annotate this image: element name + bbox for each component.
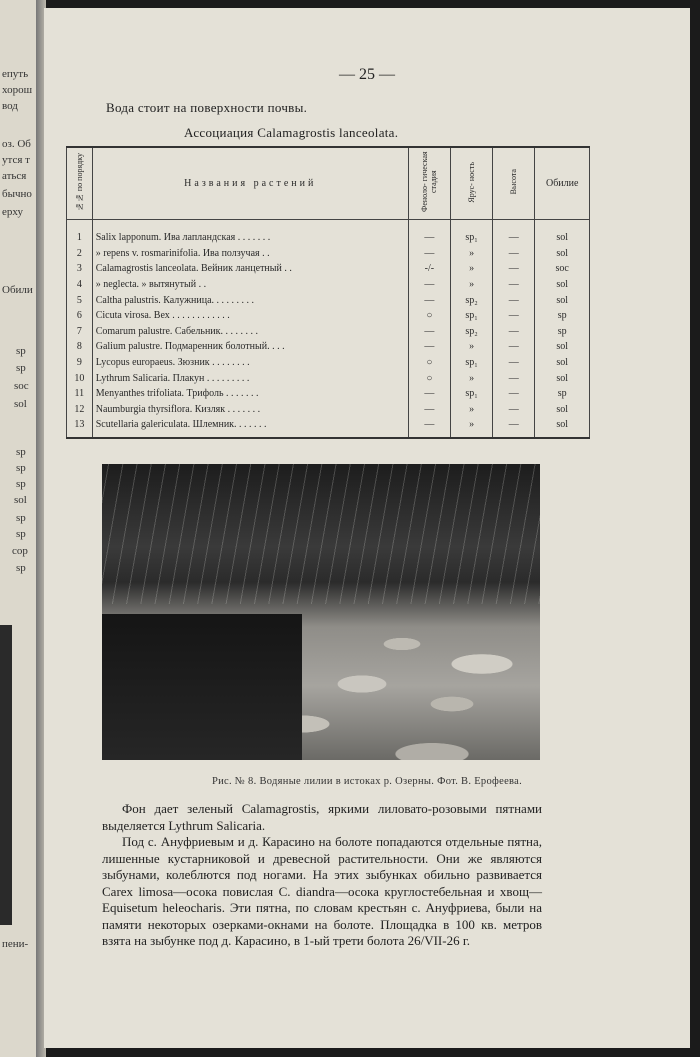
adjacent-left-page [0,0,40,1057]
left-page-fragment: sp [16,362,26,374]
phenophase-cell: — [408,277,450,293]
header-tier: Ярус- ность [451,147,493,220]
left-page-fragment: sp [16,562,26,574]
plant-name: Caltha palustris. Калужница. . . . . . . . . [92,292,408,308]
phenophase-cell: — [408,220,450,246]
abundance-cell: sol [535,292,590,308]
intro-line: Вода стоит на поверхности почвы. [106,100,308,115]
header-height: Высота [493,147,535,220]
left-page-fragment: cop [12,545,28,557]
page-number: — 25 — [339,66,395,83]
phenophase-cell: — [408,386,450,402]
tier-cell: » [451,370,493,386]
phenophase-cell: — [408,417,450,438]
tier-cell: » [451,339,493,355]
plant-table [66,146,590,439]
tier-cell: » [451,277,493,293]
abundance-cell: sol [535,277,590,293]
table-row [67,324,590,340]
phenophase-cell: — [408,324,450,340]
abundance-cell: soc [535,261,590,277]
row-number: 7 [67,324,93,340]
plant-name: Cicuta virosa. Вех . . . . . . . . . . . . [92,308,408,324]
row-number: 11 [67,386,93,402]
phenophase-cell: — [408,246,450,262]
phenophase-cell: -/- [408,261,450,277]
height-cell: — [493,246,535,262]
association-title: Ассоциация Calamagrostis lanceolata. [184,125,399,140]
abundance-cell: sol [535,355,590,371]
height-cell: — [493,386,535,402]
tier-cell: » [451,417,493,438]
row-number: 9 [67,355,93,371]
table-row [67,386,590,402]
abundance-cell: sp [535,324,590,340]
left-page-fragment: ерху [2,206,23,218]
row-number: 13 [67,417,93,438]
tier-cell: » [451,261,493,277]
abundance-cell: sol [535,339,590,355]
header-abundance: Обилие [535,147,590,220]
abundance-cell: sol [535,220,590,246]
height-cell: — [493,370,535,386]
height-cell: — [493,324,535,340]
left-page-fragment: sp [16,446,26,458]
plant-name: Comarum palustre. Сабельник. . . . . . . . [92,324,408,340]
photo-dark-water [102,614,302,760]
row-number: 10 [67,370,93,386]
plant-name: Calamagrostis lanceolata. Вейник ланцетный . . [92,261,408,277]
table-row [67,402,590,418]
tier-cell: sp₁ [451,355,493,371]
height-cell: — [493,402,535,418]
table-header-row [67,147,590,220]
abundance-cell: sol [535,402,590,418]
left-page-fragment: Обили [2,284,33,296]
header-phenophase: Феноло- гическая стадия [408,147,450,220]
abundance-cell: sp [535,386,590,402]
left-page-fragment: sp [16,512,26,524]
height-cell: — [493,417,535,438]
row-number: 8 [67,339,93,355]
row-number: 1 [67,220,93,246]
tier-cell: sp₁ [451,386,493,402]
plant-name: Lythrum Salicaria. Плакун . . . . . . . . . [92,370,408,386]
height-cell: — [493,261,535,277]
header-number: №№ по порядку [67,147,93,220]
left-page-fragment: епуть [2,68,29,80]
phenophase-cell: ○ [408,308,450,324]
table-row [67,292,590,308]
abundance-cell: sol [535,370,590,386]
plant-name: » repens v. rosmarinifolia. Ива ползучая . . [92,246,408,262]
photo-reeds [102,464,540,604]
table-row [67,261,590,277]
row-number: 3 [67,261,93,277]
tier-cell: sp₁ [451,308,493,324]
table-row [67,339,590,355]
table-row [67,308,590,324]
height-cell: — [493,308,535,324]
height-cell: — [493,292,535,308]
left-page-fragment: вод [2,100,18,112]
paragraph: Под с. Ануфриевым и д. Карасино на болоте попадаются отдельные пятна, лишенные кустарниковой и древесной растительности. Они же являются зыбунами, колеблются под ногами. На этих зыбунках обильно развивается Carex limosa—осока повислая C. diandra—осока круглостебельная и хвощ—Equisetum heleocharis. Эти пятна, по словам крестьян с. Ануфриева, были на памяти некоторых озерками-окнами на болоте. Площадка в 100 кв. метров взята на зыбунке под д. Карасино, в 1-ый трети болота 26/VII-26 г. [102,834,542,948]
paragraph: Фон дает зеленый Calamagrostis, яркими лиловато-розовыми пятнами выделяется Lythrum Salicaria. [102,801,542,833]
table-row [67,220,590,246]
tier-cell: sp₂ [451,292,493,308]
abundance-cell: sol [535,417,590,438]
tier-cell: sp₁ [451,220,493,246]
abundance-cell: sol [535,246,590,262]
abundance-cell: sp [535,308,590,324]
row-number: 6 [67,308,93,324]
phenophase-cell: — [408,402,450,418]
header-name: Названия растений [92,147,408,220]
left-page-photo-edge [0,625,12,925]
phenophase-cell: ○ [408,355,450,371]
table-row [67,370,590,386]
table-row [67,277,590,293]
tier-cell: » [451,246,493,262]
left-page-fragment: аться [2,170,27,182]
row-number: 2 [67,246,93,262]
row-number: 5 [67,292,93,308]
plant-name: Galium palustre. Подмаренник болотный. . . . [92,339,408,355]
water-lilies-photo [102,464,540,760]
left-page-fragment: sol [14,494,27,506]
left-page-fragment: хорош [2,84,33,96]
plant-name: » neglecta. » вытянутый . . [92,277,408,293]
plant-name: Salix lapponum. Ива лапландская . . . . . . . [92,220,408,246]
left-page-fragment: soc [14,380,29,392]
left-page-fragment: пени- [2,938,29,950]
left-page-fragment: бычно [2,188,32,200]
plant-name: Naumburgia thyrsiflora. Кизляк . . . . . . . [92,402,408,418]
left-page-fragment: sol [14,398,27,410]
tier-cell: » [451,402,493,418]
left-page-fragment: sp [16,528,26,540]
phenophase-cell: — [408,339,450,355]
table-row [67,417,590,438]
height-cell: — [493,277,535,293]
body-text [102,801,542,950]
height-cell: — [493,220,535,246]
plant-name: Menyanthes trifoliata. Трифоль . . . . . . . [92,386,408,402]
row-number: 4 [67,277,93,293]
left-page-fragment: sp [16,478,26,490]
left-page-fragment: утся т [2,154,30,166]
plant-name: Lycopus europaeus. Зюзник . . . . . . . . [92,355,408,371]
height-cell: — [493,355,535,371]
plant-name: Scutellaria galericulata. Шлемник. . . . . . . [92,417,408,438]
table-row [67,246,590,262]
left-page-fragment: оз. Об [2,138,31,150]
row-number: 12 [67,402,93,418]
left-page-fragment: sp [16,345,26,357]
phenophase-cell: — [408,292,450,308]
figure-caption: Рис. № 8. Водяные лилии в истоках р. Озерны. Фот. В. Ерофеева. [211,776,523,787]
book-page [44,8,690,1048]
height-cell: — [493,339,535,355]
tier-cell: sp₂ [451,324,493,340]
left-page-fragment: sp [16,462,26,474]
table-row [67,355,590,371]
phenophase-cell: ○ [408,370,450,386]
